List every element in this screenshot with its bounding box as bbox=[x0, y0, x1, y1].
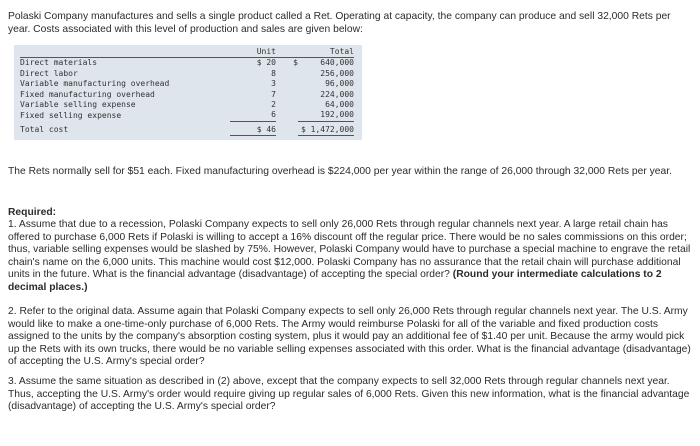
table-row bbox=[20, 100, 354, 110]
header-unit: Unit bbox=[230, 47, 276, 58]
table-row bbox=[20, 79, 354, 89]
row-label: Fixed manufacturing overhead bbox=[20, 89, 155, 99]
total-cost-label: Total cost bbox=[20, 125, 69, 135]
row-unit: 7 bbox=[271, 89, 276, 99]
row-dollar bbox=[276, 90, 298, 100]
row-dollar bbox=[276, 100, 298, 110]
price-note: The Rets normally sell for $51 each. Fixed manufacturing overhead is $224,000 per year within the range of 26,000 through 32,000 Rets per year. bbox=[8, 166, 672, 177]
total-cost-row bbox=[20, 121, 354, 135]
table-row bbox=[20, 90, 354, 100]
row-unit: 6 bbox=[230, 110, 276, 121]
row-label: Direct materials bbox=[20, 58, 98, 68]
row-unit: 3 bbox=[271, 79, 276, 89]
row-total: 96,000 bbox=[325, 79, 354, 89]
question-1-rounding-note: (Round your intermediate calculations to 2 decimal places.) bbox=[8, 269, 662, 293]
cost-table-header bbox=[20, 47, 354, 58]
row-total: 640,000 bbox=[320, 58, 354, 68]
cost-table-panel bbox=[14, 45, 362, 140]
row-dollar: $ bbox=[293, 58, 298, 68]
row-total: 256,000 bbox=[320, 68, 354, 78]
row-label: Fixed selling expense bbox=[20, 110, 122, 120]
row-label: Variable manufacturing overhead bbox=[20, 79, 170, 89]
row-label: Variable selling expense bbox=[20, 100, 136, 110]
row-unit: 8 bbox=[271, 68, 276, 78]
required-heading: Required: bbox=[8, 207, 57, 218]
total-cost-total: $ 1,472,000 bbox=[298, 121, 354, 135]
row-dollar bbox=[276, 110, 298, 121]
cost-table bbox=[20, 47, 354, 136]
question-1 bbox=[8, 219, 692, 295]
question-2: 2. Refer to the original data. Assume again that Polaski Company expects to sell only 26,000 Rets through regular channels next year. The U.S. Army would like to make a one-time-only purchase of 6,000 Rets. The Army would reimburse Polaski for all of the variable and fixed production costs assigned to the units by the company's absorption costing system, plus it would pay an additional fee of $1.40 per unit. Because the army would pick up the Rets with its own trucks, there would be no variable selling expenses associated with this order. What is the financial advantage (disadvantage) of accepting the U.S. Army's special order? bbox=[8, 306, 691, 368]
row-label: Direct labor bbox=[20, 68, 78, 78]
intro-paragraph: Polaski Company manufactures and sells a single product called a Ret. Operating at capacity, the company can produce and sell 32,000 Rets per year. Costs associated with this level of production and sales are given below: bbox=[8, 11, 671, 35]
header-total: Total bbox=[298, 47, 354, 58]
total-cost-dollar-blank bbox=[276, 121, 298, 135]
row-unit: $ 20 bbox=[256, 58, 276, 68]
question-1-text: 1. Assume that due to a recession, Polaski Company expects to sell only 26,000 Rets through regular channels next year. A large retail chain has offered to purchase 6,000 Rets if Polaski is willing to accept a 16% discount off the regular price. There would be no sales commissions on this order; thus, variable selling expenses would be slashed by 75%. However, Polaski Company would have to purchase a special machine to engrave the retail chain's name on the 6,000 units. This machine would cost $12,000. Polaski Company has no assurance that the retail chain will purchase additional units in the future. What is the financial advantage (disadvantage) of accepting the special order? bbox=[8, 219, 691, 281]
header-blank bbox=[20, 47, 230, 58]
table-row bbox=[20, 58, 354, 69]
question-3: 3. Assume the same situation as described in (2) above, except that the company expects to sell 32,000 Rets through regular channels next year. Thus, accepting the U.S. Army's order would require giving up regular sales of 6,000 Rets. Given this new information, what is the financial advantage (disadvantage) of accepting the U.S. Army's special order? bbox=[8, 376, 690, 413]
table-row bbox=[20, 110, 354, 121]
row-unit: 2 bbox=[271, 100, 276, 110]
row-total: 192,000 bbox=[298, 110, 354, 121]
row-dollar bbox=[276, 69, 298, 79]
row-total: 64,000 bbox=[325, 100, 354, 110]
table-row bbox=[20, 69, 354, 79]
row-dollar bbox=[276, 79, 298, 89]
row-total: 224,000 bbox=[320, 89, 354, 99]
header-dollar-blank bbox=[276, 47, 298, 58]
total-cost-unit: $ 46 bbox=[230, 121, 276, 135]
